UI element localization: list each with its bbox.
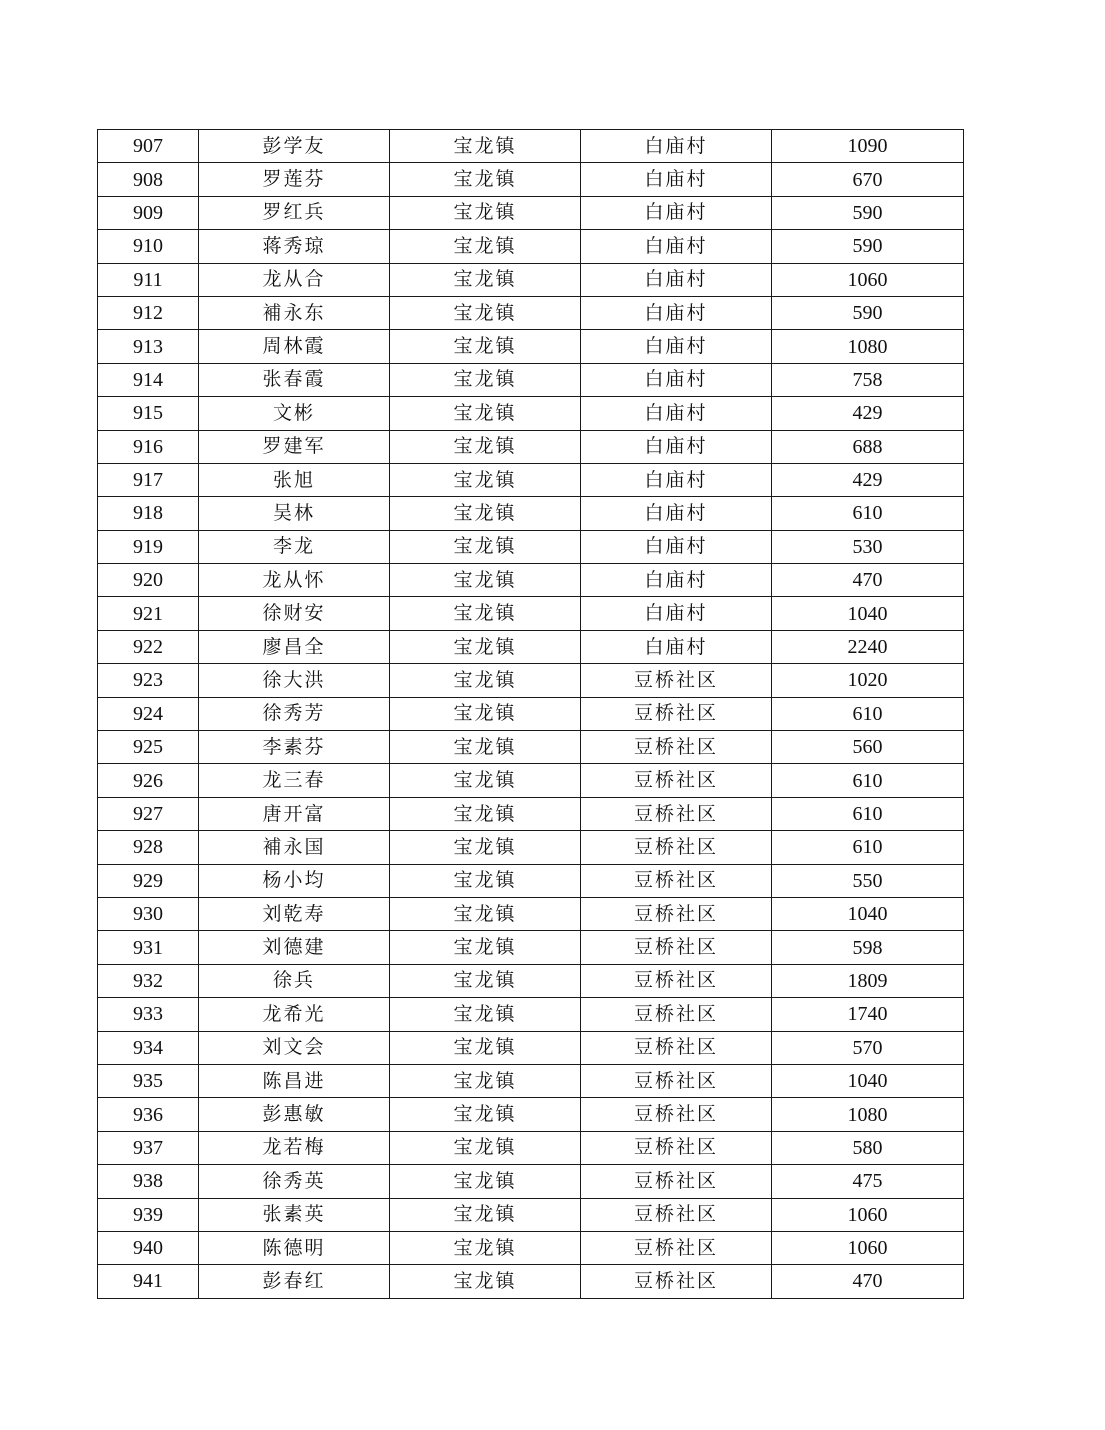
town-cell: 宝龙镇: [390, 263, 581, 296]
village-cell: 豆桥社区: [581, 964, 772, 997]
amount-cell: 610: [772, 797, 964, 830]
name-cell: 文彬: [199, 397, 390, 430]
village-cell: 豆桥社区: [581, 1165, 772, 1198]
village-cell: 豆桥社区: [581, 664, 772, 697]
town-cell: 宝龙镇: [390, 1231, 581, 1264]
name-cell: 龙三春: [199, 764, 390, 797]
name-cell: 龙若梅: [199, 1131, 390, 1164]
amount-cell: 1040: [772, 597, 964, 630]
name-cell: 徐大洪: [199, 664, 390, 697]
amount-cell: 610: [772, 764, 964, 797]
amount-cell: 1080: [772, 1098, 964, 1131]
name-cell: 陈昌进: [199, 1064, 390, 1097]
town-cell: 宝龙镇: [390, 697, 581, 730]
village-cell: 豆桥社区: [581, 697, 772, 730]
table-row: [98, 430, 964, 463]
table-row: [98, 263, 964, 296]
village-cell: 豆桥社区: [581, 1131, 772, 1164]
row-number-cell: 921: [98, 597, 199, 630]
village-cell: 豆桥社区: [581, 931, 772, 964]
row-number-cell: 941: [98, 1265, 199, 1298]
row-number-cell: 918: [98, 497, 199, 530]
village-cell: 豆桥社区: [581, 897, 772, 930]
name-cell: 刘文会: [199, 1031, 390, 1064]
village-cell: 白庙村: [581, 430, 772, 463]
table-row: [98, 363, 964, 396]
amount-cell: 688: [772, 430, 964, 463]
village-cell: 白庙村: [581, 530, 772, 563]
amount-cell: 1040: [772, 897, 964, 930]
town-cell: 宝龙镇: [390, 196, 581, 229]
amount-cell: 475: [772, 1165, 964, 1198]
town-cell: 宝龙镇: [390, 330, 581, 363]
town-cell: 宝龙镇: [390, 1131, 581, 1164]
village-cell: 豆桥社区: [581, 731, 772, 764]
table-row: [98, 931, 964, 964]
table-row: [98, 463, 964, 496]
name-cell: 张旭: [199, 463, 390, 496]
town-cell: 宝龙镇: [390, 397, 581, 430]
amount-cell: 1060: [772, 263, 964, 296]
name-cell: 刘德建: [199, 931, 390, 964]
amount-cell: 1060: [772, 1231, 964, 1264]
village-cell: 豆桥社区: [581, 864, 772, 897]
amount-cell: 670: [772, 163, 964, 196]
town-cell: 宝龙镇: [390, 664, 581, 697]
village-cell: 白庙村: [581, 597, 772, 630]
amount-cell: 530: [772, 530, 964, 563]
amount-cell: 598: [772, 931, 964, 964]
village-cell: 白庙村: [581, 463, 772, 496]
village-cell: 白庙村: [581, 497, 772, 530]
row-number-cell: 908: [98, 163, 199, 196]
town-cell: 宝龙镇: [390, 363, 581, 396]
table-row: [98, 597, 964, 630]
row-number-cell: 937: [98, 1131, 199, 1164]
town-cell: 宝龙镇: [390, 430, 581, 463]
village-cell: 白庙村: [581, 130, 772, 163]
village-cell: 白庙村: [581, 397, 772, 430]
name-cell: 刘乾寿: [199, 897, 390, 930]
village-cell: 白庙村: [581, 296, 772, 329]
village-cell: 豆桥社区: [581, 797, 772, 830]
row-number-cell: 910: [98, 230, 199, 263]
village-cell: 豆桥社区: [581, 831, 772, 864]
name-cell: 龙希光: [199, 998, 390, 1031]
table-row: [98, 831, 964, 864]
row-number-cell: 914: [98, 363, 199, 396]
village-cell: 豆桥社区: [581, 1098, 772, 1131]
amount-cell: 560: [772, 731, 964, 764]
row-number-cell: 911: [98, 263, 199, 296]
row-number-cell: 925: [98, 731, 199, 764]
town-cell: 宝龙镇: [390, 831, 581, 864]
table-row: [98, 764, 964, 797]
amount-cell: 2240: [772, 630, 964, 663]
town-cell: 宝龙镇: [390, 564, 581, 597]
table-row: [98, 664, 964, 697]
name-cell: 周林霞: [199, 330, 390, 363]
row-number-cell: 939: [98, 1198, 199, 1231]
row-number-cell: 915: [98, 397, 199, 430]
amount-cell: 580: [772, 1131, 964, 1164]
town-cell: 宝龙镇: [390, 630, 581, 663]
town-cell: 宝龙镇: [390, 130, 581, 163]
row-number-cell: 929: [98, 864, 199, 897]
table-row: [98, 1098, 964, 1131]
row-number-cell: 934: [98, 1031, 199, 1064]
table-row: [98, 230, 964, 263]
table-row: [98, 530, 964, 563]
village-cell: 豆桥社区: [581, 1198, 772, 1231]
name-cell: 龙从合: [199, 263, 390, 296]
town-cell: 宝龙镇: [390, 463, 581, 496]
row-number-cell: 927: [98, 797, 199, 830]
amount-cell: 590: [772, 196, 964, 229]
village-cell: 白庙村: [581, 363, 772, 396]
row-number-cell: 926: [98, 764, 199, 797]
amount-cell: 429: [772, 463, 964, 496]
amount-cell: 1040: [772, 1064, 964, 1097]
amount-cell: 590: [772, 296, 964, 329]
town-cell: 宝龙镇: [390, 1031, 581, 1064]
table-row: [98, 630, 964, 663]
name-cell: 補永东: [199, 296, 390, 329]
town-cell: 宝龙镇: [390, 597, 581, 630]
amount-cell: 1060: [772, 1198, 964, 1231]
town-cell: 宝龙镇: [390, 731, 581, 764]
row-number-cell: 913: [98, 330, 199, 363]
row-number-cell: 907: [98, 130, 199, 163]
name-cell: 徐兵: [199, 964, 390, 997]
row-number-cell: 916: [98, 430, 199, 463]
amount-cell: 429: [772, 397, 964, 430]
village-cell: 豆桥社区: [581, 764, 772, 797]
town-cell: 宝龙镇: [390, 296, 581, 329]
table-row: [98, 163, 964, 196]
row-number-cell: 928: [98, 831, 199, 864]
name-cell: 徐秀芳: [199, 697, 390, 730]
name-cell: 杨小均: [199, 864, 390, 897]
table-row: [98, 1165, 964, 1198]
amount-cell: 570: [772, 1031, 964, 1064]
village-cell: 豆桥社区: [581, 998, 772, 1031]
table-row: [98, 697, 964, 730]
table-row: [98, 130, 964, 163]
row-number-cell: 930: [98, 897, 199, 930]
amount-cell: 1740: [772, 998, 964, 1031]
row-number-cell: 922: [98, 630, 199, 663]
name-cell: 罗莲芬: [199, 163, 390, 196]
table-row: [98, 998, 964, 1031]
village-cell: 白庙村: [581, 163, 772, 196]
village-cell: 白庙村: [581, 230, 772, 263]
table-row: [98, 1265, 964, 1298]
table-row: [98, 1198, 964, 1231]
town-cell: 宝龙镇: [390, 1165, 581, 1198]
amount-cell: 610: [772, 831, 964, 864]
amount-cell: 1080: [772, 330, 964, 363]
table-row: [98, 1231, 964, 1264]
name-cell: 徐秀英: [199, 1165, 390, 1198]
village-cell: 豆桥社区: [581, 1265, 772, 1298]
village-cell: 白庙村: [581, 263, 772, 296]
table-row: [98, 196, 964, 229]
table-row: [98, 797, 964, 830]
amount-cell: 470: [772, 564, 964, 597]
name-cell: 张素英: [199, 1198, 390, 1231]
row-number-cell: 938: [98, 1165, 199, 1198]
table-row: [98, 296, 964, 329]
name-cell: 李素芬: [199, 731, 390, 764]
village-cell: 豆桥社区: [581, 1031, 772, 1064]
table-row: [98, 497, 964, 530]
row-number-cell: 931: [98, 931, 199, 964]
town-cell: 宝龙镇: [390, 764, 581, 797]
village-cell: 白庙村: [581, 564, 772, 597]
village-cell: 豆桥社区: [581, 1231, 772, 1264]
name-cell: 彭学友: [199, 130, 390, 163]
row-number-cell: 936: [98, 1098, 199, 1131]
row-number-cell: 932: [98, 964, 199, 997]
village-cell: 白庙村: [581, 330, 772, 363]
amount-cell: 550: [772, 864, 964, 897]
table-row: [98, 864, 964, 897]
town-cell: 宝龙镇: [390, 964, 581, 997]
town-cell: 宝龙镇: [390, 163, 581, 196]
row-number-cell: 923: [98, 664, 199, 697]
name-cell: 龙从怀: [199, 564, 390, 597]
amount-cell: 1020: [772, 664, 964, 697]
name-cell: 罗红兵: [199, 196, 390, 229]
village-cell: 白庙村: [581, 196, 772, 229]
row-number-cell: 917: [98, 463, 199, 496]
town-cell: 宝龙镇: [390, 1098, 581, 1131]
table-row: [98, 1131, 964, 1164]
town-cell: 宝龙镇: [390, 1198, 581, 1231]
amount-cell: 470: [772, 1265, 964, 1298]
table-row: [98, 964, 964, 997]
amount-cell: 590: [772, 230, 964, 263]
row-number-cell: 935: [98, 1064, 199, 1097]
town-cell: 宝龙镇: [390, 1064, 581, 1097]
row-number-cell: 940: [98, 1231, 199, 1264]
name-cell: 罗建军: [199, 430, 390, 463]
town-cell: 宝龙镇: [390, 797, 581, 830]
village-cell: 白庙村: [581, 630, 772, 663]
name-cell: 陈德明: [199, 1231, 390, 1264]
amount-cell: 610: [772, 497, 964, 530]
row-number-cell: 920: [98, 564, 199, 597]
table-row: [98, 731, 964, 764]
row-number-cell: 924: [98, 697, 199, 730]
name-cell: 彭惠敏: [199, 1098, 390, 1131]
row-number-cell: 909: [98, 196, 199, 229]
table-row: [98, 564, 964, 597]
table-row: [98, 1064, 964, 1097]
town-cell: 宝龙镇: [390, 230, 581, 263]
roster-table-body: [98, 130, 964, 1299]
village-cell: 豆桥社区: [581, 1064, 772, 1097]
name-cell: 補永国: [199, 831, 390, 864]
table-row: [98, 397, 964, 430]
table-row: [98, 1031, 964, 1064]
table-row: [98, 330, 964, 363]
town-cell: 宝龙镇: [390, 998, 581, 1031]
name-cell: 吴林: [199, 497, 390, 530]
name-cell: 蒋秀琼: [199, 230, 390, 263]
name-cell: 徐财安: [199, 597, 390, 630]
row-number-cell: 933: [98, 998, 199, 1031]
name-cell: 唐开富: [199, 797, 390, 830]
town-cell: 宝龙镇: [390, 530, 581, 563]
amount-cell: 1090: [772, 130, 964, 163]
roster-table: [97, 129, 964, 1299]
name-cell: 彭春红: [199, 1265, 390, 1298]
amount-cell: 610: [772, 697, 964, 730]
row-number-cell: 919: [98, 530, 199, 563]
amount-cell: 1809: [772, 964, 964, 997]
town-cell: 宝龙镇: [390, 864, 581, 897]
town-cell: 宝龙镇: [390, 497, 581, 530]
row-number-cell: 912: [98, 296, 199, 329]
table-row: [98, 897, 964, 930]
amount-cell: 758: [772, 363, 964, 396]
town-cell: 宝龙镇: [390, 931, 581, 964]
town-cell: 宝龙镇: [390, 1265, 581, 1298]
name-cell: 张春霞: [199, 363, 390, 396]
town-cell: 宝龙镇: [390, 897, 581, 930]
name-cell: 李龙: [199, 530, 390, 563]
name-cell: 廖昌全: [199, 630, 390, 663]
